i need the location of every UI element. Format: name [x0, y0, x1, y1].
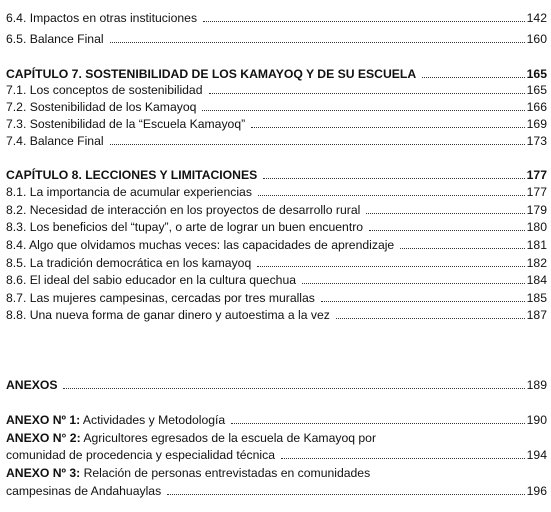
toc-entry[interactable] — [6, 273, 547, 288]
toc-entry-title: 7.3. Sostenibilidad de la “Escuela Kamayoq” — [6, 117, 246, 131]
toc-anexo-entry-line1[interactable] — [6, 431, 547, 446]
dot-leader — [366, 213, 524, 214]
toc-page-number: 184 — [526, 273, 547, 287]
toc-page-number: 169 — [526, 117, 547, 131]
dot-leader — [203, 21, 525, 22]
toc-entry[interactable] — [6, 32, 547, 47]
toc-entry[interactable] — [6, 203, 547, 218]
toc-entry[interactable] — [6, 134, 547, 149]
toc-entry-title: 8.4. Algo que olvidamos muchas veces: las capacidades de aprendizaje — [6, 238, 395, 252]
toc-page-number: 173 — [526, 134, 547, 148]
toc-page-number: 179 — [526, 203, 547, 217]
toc-page-number: 185 — [526, 291, 547, 305]
toc-entry-title: 8.7. Las mujeres campesinas, cercadas por tres murallas — [6, 291, 315, 305]
toc-entry-title: 8.1. La importancia de acumular experiencias — [6, 185, 252, 199]
toc-entry-title: 8.3. Los beneficios del “tupay”, o arte de lograr un buen encuentro — [6, 220, 364, 234]
anexo-label: ANEXO Nº 1: — [6, 413, 81, 427]
dot-leader — [263, 178, 524, 179]
toc-entry[interactable] — [6, 185, 547, 200]
toc-page-number: 165 — [526, 83, 547, 97]
anexos-title: ANEXOS — [6, 378, 58, 392]
toc-entry[interactable] — [6, 256, 547, 271]
toc-anexo-entry-line1[interactable] — [6, 466, 547, 481]
toc-entry[interactable] — [6, 291, 547, 306]
dot-leader — [336, 318, 525, 319]
dot-leader — [302, 283, 525, 284]
dot-leader — [422, 77, 525, 78]
dot-leader — [209, 93, 525, 94]
dot-leader — [400, 248, 524, 249]
dot-leader — [167, 494, 524, 495]
toc-page-number: 177 — [526, 168, 547, 182]
toc-page-number: 181 — [526, 238, 547, 252]
toc-page-number: 160 — [526, 32, 547, 46]
anexo-title-continued: campesinas de Andahuaylas — [6, 484, 162, 498]
toc-entry-title: 7.1. Los conceptos de sostenibilidad — [6, 83, 203, 97]
toc-entry-title: 7.2. Sostenibilidad de los Kamayoq — [6, 100, 197, 114]
toc-page-number: 142 — [526, 11, 547, 25]
toc-entry-title: 7.4. Balance Final — [6, 134, 104, 148]
chapter-title: CAPÍTULO 7. SOSTENIBILIDAD DE LOS KAMAYOQ Y DE SU ESCUELA — [6, 67, 417, 81]
toc-entry-title: 6.4. Impactos en otras instituciones — [6, 11, 198, 25]
dot-leader — [202, 110, 524, 111]
toc-page-number: 190 — [526, 413, 547, 427]
toc-entry-title: 8.5. La tradición democrática en los kamayoq — [6, 256, 252, 270]
toc-entry-title: 8.8. Una nueva forma de ganar dinero y autoestima a la vez — [6, 308, 330, 322]
dot-leader — [258, 195, 525, 196]
toc-entry[interactable] — [6, 117, 547, 132]
dot-leader — [251, 127, 525, 128]
toc-page-number: 166 — [526, 100, 547, 114]
toc-entry[interactable] — [6, 238, 547, 253]
dot-leader — [369, 230, 525, 231]
dot-leader — [110, 42, 525, 43]
toc-entry[interactable] — [6, 308, 547, 323]
toc-page-number: 189 — [526, 378, 547, 392]
toc-entry[interactable] — [6, 11, 547, 26]
anexo-label: ANEXO Nº 3: — [6, 466, 81, 480]
toc-entry[interactable] — [6, 220, 547, 235]
toc-entry[interactable] — [6, 83, 547, 98]
toc-entry-title: 8.6. El ideal del sabio educador en la cultura quechua — [6, 273, 296, 287]
toc-page-number: 194 — [526, 448, 547, 462]
dot-leader — [110, 144, 525, 145]
anexo-title: Actividades y Metodología — [80, 413, 226, 427]
toc-anexo-entry-line2[interactable] — [6, 484, 547, 499]
anexo-title-continued: comunidad de procedencia y especialidad técnica — [6, 448, 275, 462]
toc-page-number: 180 — [526, 220, 547, 234]
toc-anexo-entry[interactable] — [6, 413, 547, 428]
dot-leader — [281, 458, 525, 459]
toc-chapter-heading[interactable] — [6, 168, 547, 183]
toc-anexo-entry-line2[interactable] — [6, 448, 547, 463]
dot-leader — [257, 266, 524, 267]
dot-leader — [231, 423, 524, 424]
anexo-title: Agricultores egresados de la escuela de Kamayoq por — [80, 431, 377, 445]
dot-leader — [63, 388, 524, 389]
toc-entry-title: 8.2. Necesidad de interacción en los proyectos de desarrollo rural — [6, 203, 361, 217]
toc-page-number: 165 — [526, 67, 547, 81]
anexo-title: Relación de personas entrevistadas en comunidades — [80, 466, 371, 480]
toc-page-number: 182 — [526, 256, 547, 270]
toc-page-number: 196 — [526, 484, 547, 498]
dot-leader — [321, 301, 525, 302]
toc-entry-title: 6.5. Balance Final — [6, 32, 104, 46]
toc-page-number: 177 — [526, 185, 547, 199]
anexo-label: ANEXO N° 2: — [6, 431, 81, 445]
toc-chapter-heading[interactable] — [6, 67, 547, 82]
chapter-title: CAPÍTULO 8. LECCIONES Y LIMITACIONES — [6, 168, 258, 182]
toc-page-number: 187 — [526, 308, 547, 322]
toc-entry[interactable] — [6, 100, 547, 115]
toc-anexos-heading[interactable] — [6, 378, 547, 393]
